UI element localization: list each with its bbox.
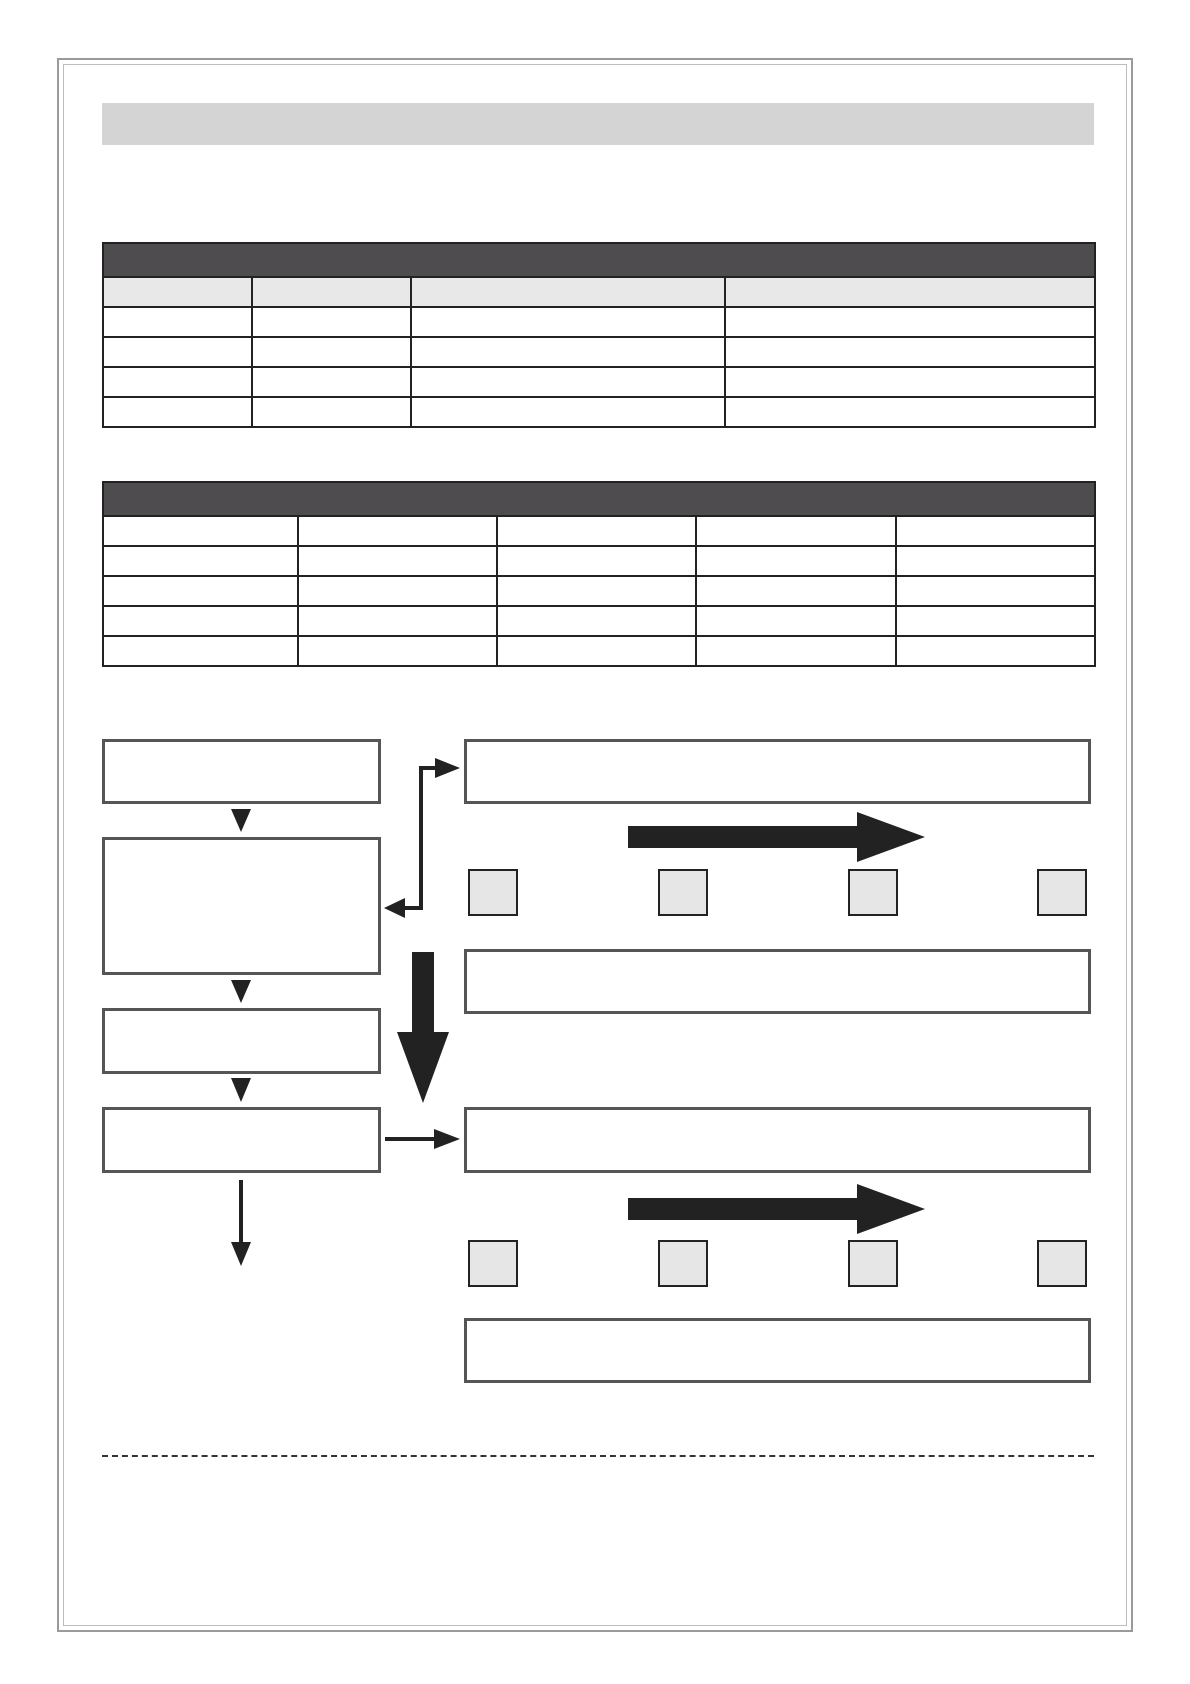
- footer-note: [102, 1475, 1094, 1505]
- right-arrow-icon: [435, 758, 460, 778]
- large-right-arrow-icon: [857, 1184, 925, 1234]
- footer-divider: [102, 1455, 1094, 1457]
- down-arrow-icon: [231, 980, 251, 1003]
- down-arrow-icon: [231, 1242, 251, 1266]
- large-right-arrow-shaft: [628, 826, 860, 848]
- large-down-arrow-icon: [397, 1032, 449, 1103]
- bracket-connector-line: [402, 768, 435, 908]
- down-arrow-icon: [231, 809, 251, 832]
- down-arrow-icon: [231, 1078, 251, 1102]
- large-down-arrow-shaft: [412, 952, 434, 1034]
- left-arrow-icon: [384, 898, 405, 918]
- large-right-arrow-shaft: [628, 1198, 860, 1220]
- large-right-arrow-icon: [857, 812, 925, 862]
- right-arrow-icon: [434, 1129, 460, 1149]
